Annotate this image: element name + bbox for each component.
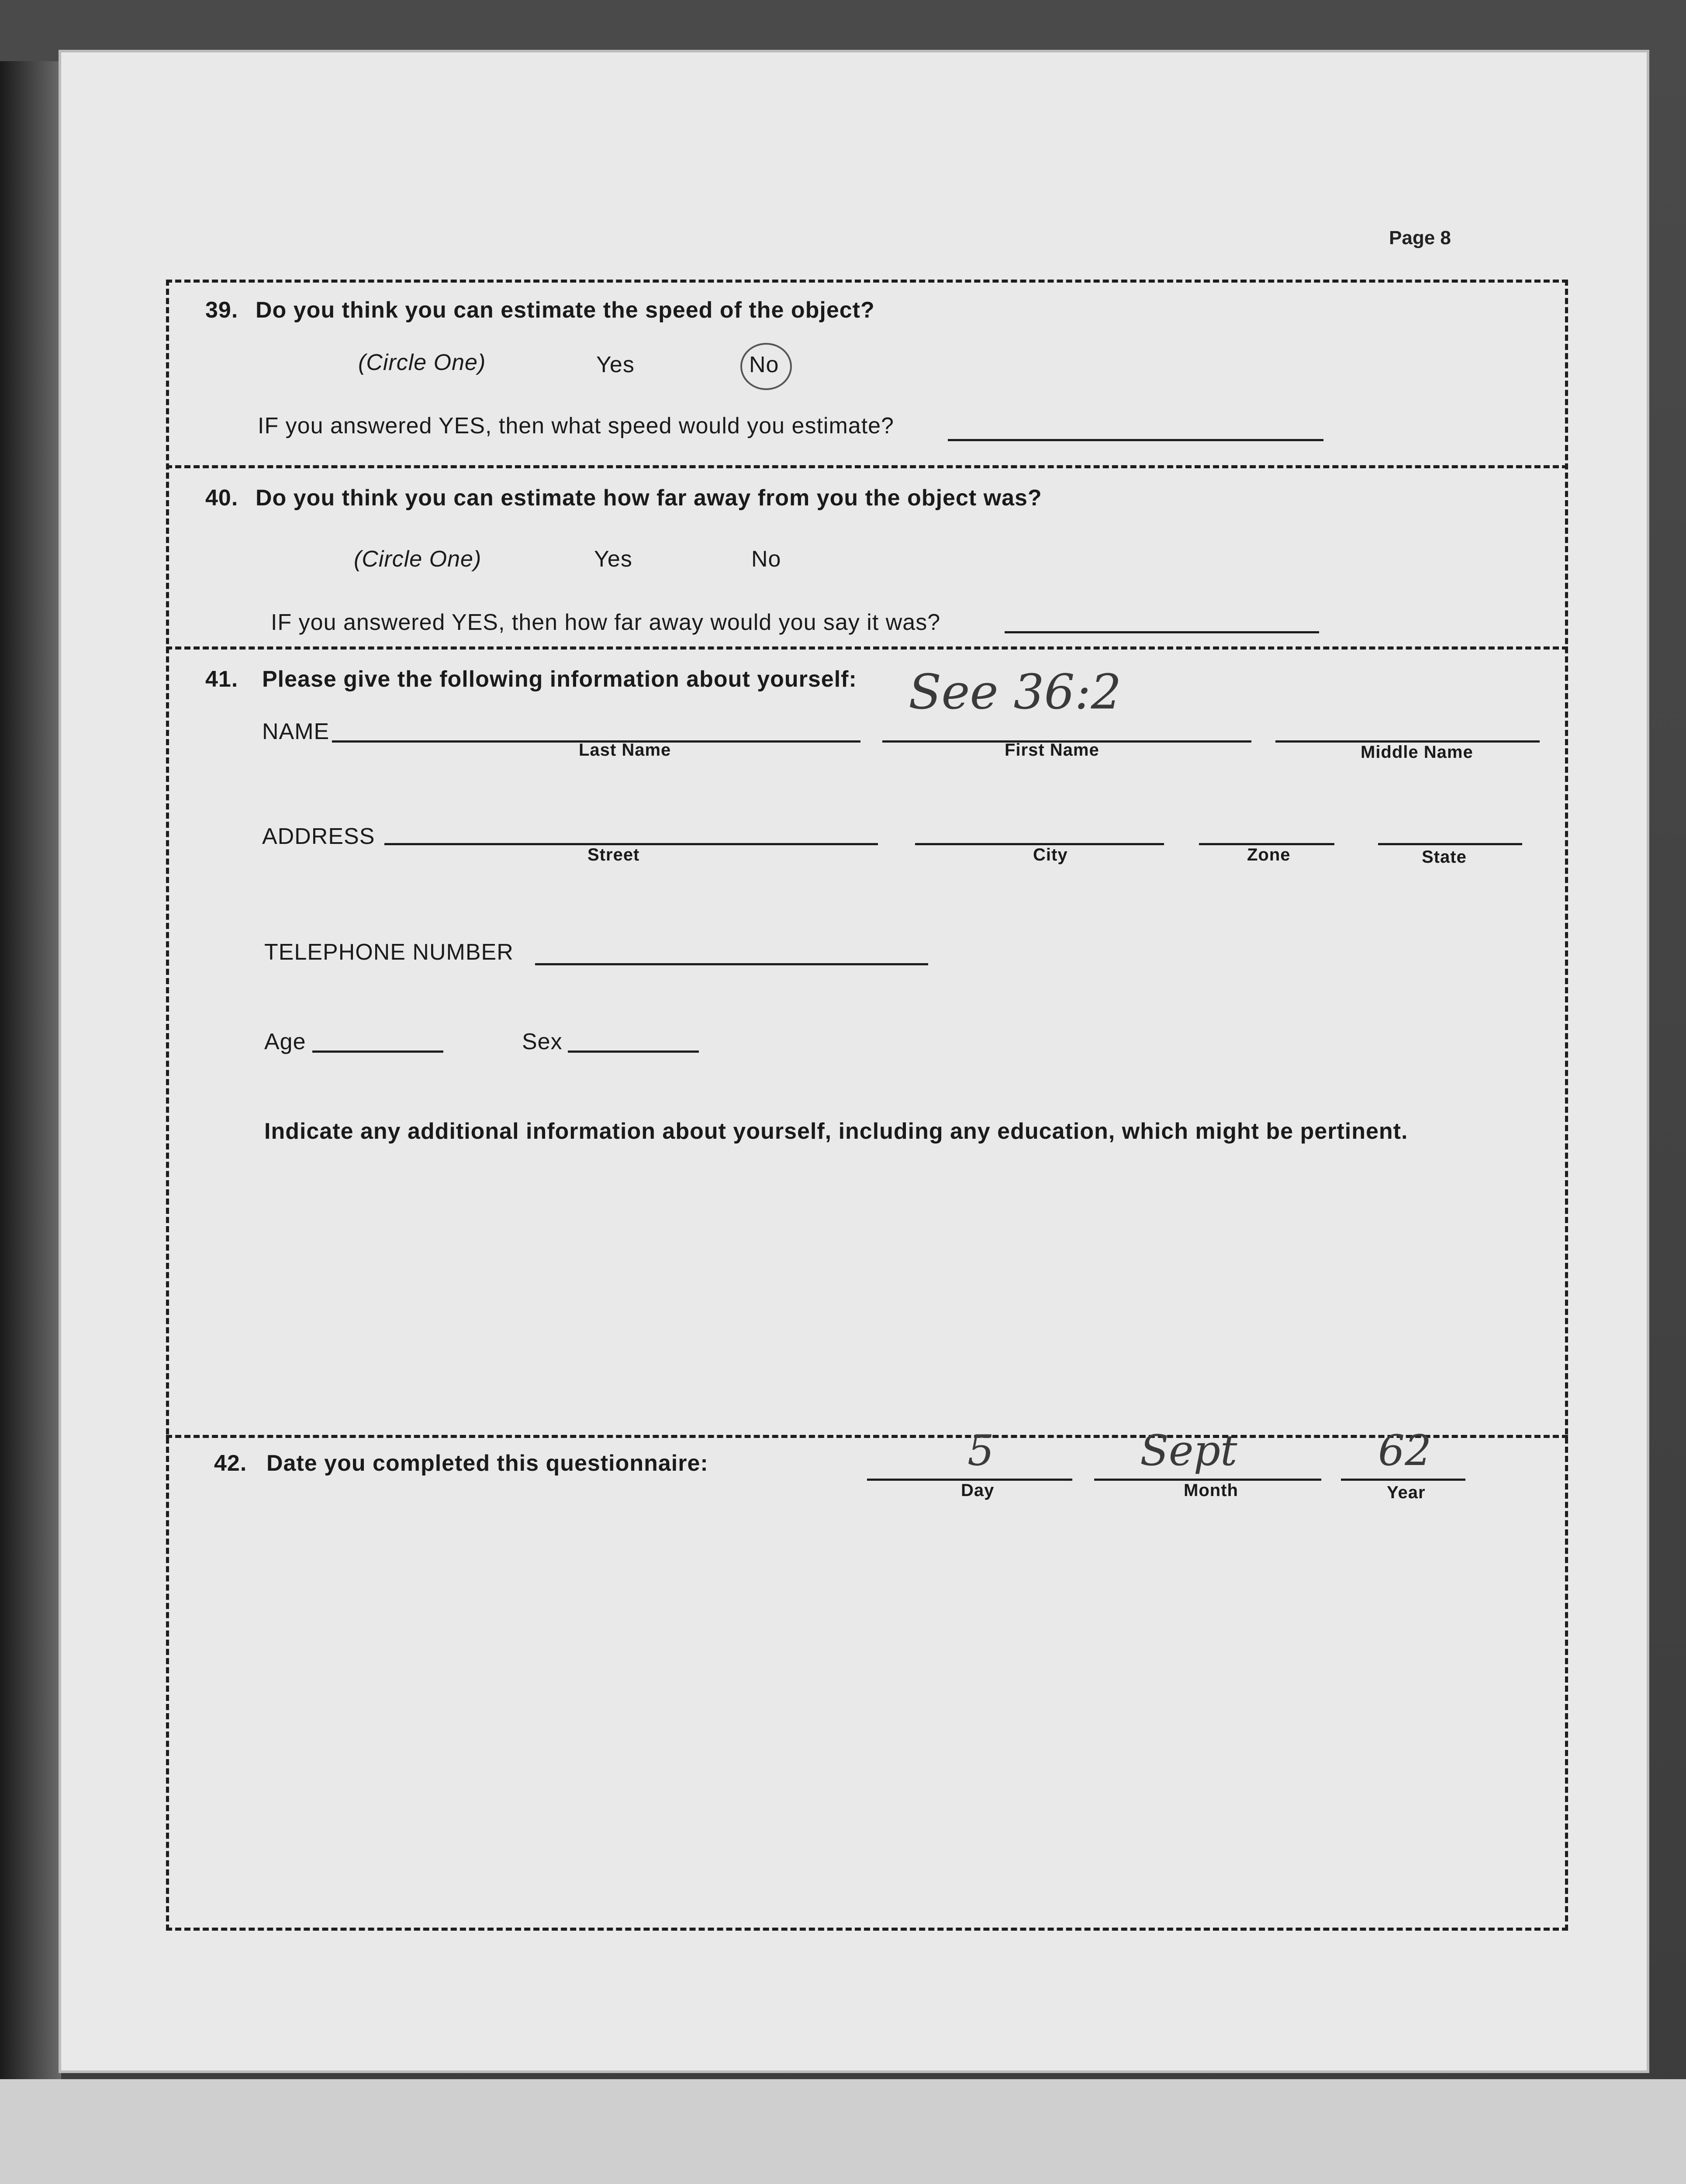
divider-39-40 bbox=[166, 465, 1568, 468]
q39-option-yes[interactable]: Yes bbox=[596, 352, 635, 377]
month-caption: Month bbox=[1184, 1481, 1238, 1500]
last-name-caption: Last Name bbox=[579, 740, 671, 760]
middle-name-caption: Middle Name bbox=[1361, 743, 1473, 762]
telephone-label: TELEPHONE NUMBER bbox=[264, 940, 514, 965]
state-field[interactable] bbox=[1378, 843, 1522, 845]
q39-followup: IF you answered YES, then what speed would you estimate? bbox=[258, 413, 894, 439]
q42-year-value: 62 bbox=[1378, 1426, 1432, 1475]
address-label: ADDRESS bbox=[262, 824, 375, 849]
scan-left-edge bbox=[0, 61, 61, 2079]
q41-handwritten-note: See 36:2 bbox=[909, 664, 1122, 720]
form-frame bbox=[166, 280, 1568, 1931]
q40-option-yes[interactable]: Yes bbox=[594, 546, 632, 572]
street-caption: Street bbox=[587, 845, 640, 864]
q40-number: 40. bbox=[205, 485, 238, 511]
q39-option-no[interactable]: No bbox=[749, 352, 779, 377]
q41-number: 41. bbox=[205, 667, 238, 692]
q39-selected-circle bbox=[740, 343, 792, 390]
additional-info-area[interactable] bbox=[264, 1158, 1531, 1420]
q42-number: 42. bbox=[214, 1451, 247, 1476]
city-caption: City bbox=[1033, 845, 1068, 864]
additional-info-prompt: Indicate any additional information about yourself, including any education, which might be pertinent. bbox=[264, 1119, 1408, 1144]
q39-number: 39. bbox=[205, 297, 238, 323]
q40-distance-field[interactable] bbox=[1005, 631, 1319, 633]
q39-speed-field[interactable] bbox=[948, 439, 1323, 441]
q40-question: Do you think you can estimate how far away from you the object was? bbox=[256, 485, 1042, 511]
year-caption: Year bbox=[1387, 1483, 1426, 1502]
q40-option-no[interactable]: No bbox=[751, 546, 781, 572]
age-field[interactable] bbox=[312, 1051, 443, 1053]
name-label: NAME bbox=[262, 719, 330, 744]
day-caption: Day bbox=[961, 1481, 995, 1500]
state-caption: State bbox=[1422, 847, 1467, 867]
q39-question: Do you think you can estimate the speed of the object? bbox=[256, 297, 875, 323]
divider-41-42 bbox=[166, 1435, 1568, 1438]
q40-circle-instruction: (Circle One) bbox=[354, 546, 482, 572]
q41-question: Please give the following information about yourself: bbox=[262, 667, 857, 692]
q42-question: Date you completed this questionnaire: bbox=[266, 1451, 708, 1476]
zone-caption: Zone bbox=[1247, 845, 1291, 864]
divider-40-41 bbox=[166, 646, 1568, 650]
sex-label: Sex bbox=[522, 1029, 563, 1054]
q39-circle-instruction: (Circle One) bbox=[358, 350, 486, 375]
page-number: Page 8 bbox=[1389, 227, 1451, 249]
year-field[interactable] bbox=[1341, 1479, 1465, 1481]
first-name-caption: First Name bbox=[1005, 740, 1099, 760]
q42-day-value: 5 bbox=[967, 1426, 995, 1475]
telephone-field[interactable] bbox=[535, 963, 928, 965]
q40-followup: IF you answered YES, then how far away would you say it was? bbox=[271, 610, 941, 635]
sex-field[interactable] bbox=[568, 1051, 699, 1053]
q42-month-value: Sept bbox=[1140, 1426, 1237, 1475]
age-label: Age bbox=[264, 1029, 306, 1054]
scan-bottom-area bbox=[0, 2079, 1686, 2184]
